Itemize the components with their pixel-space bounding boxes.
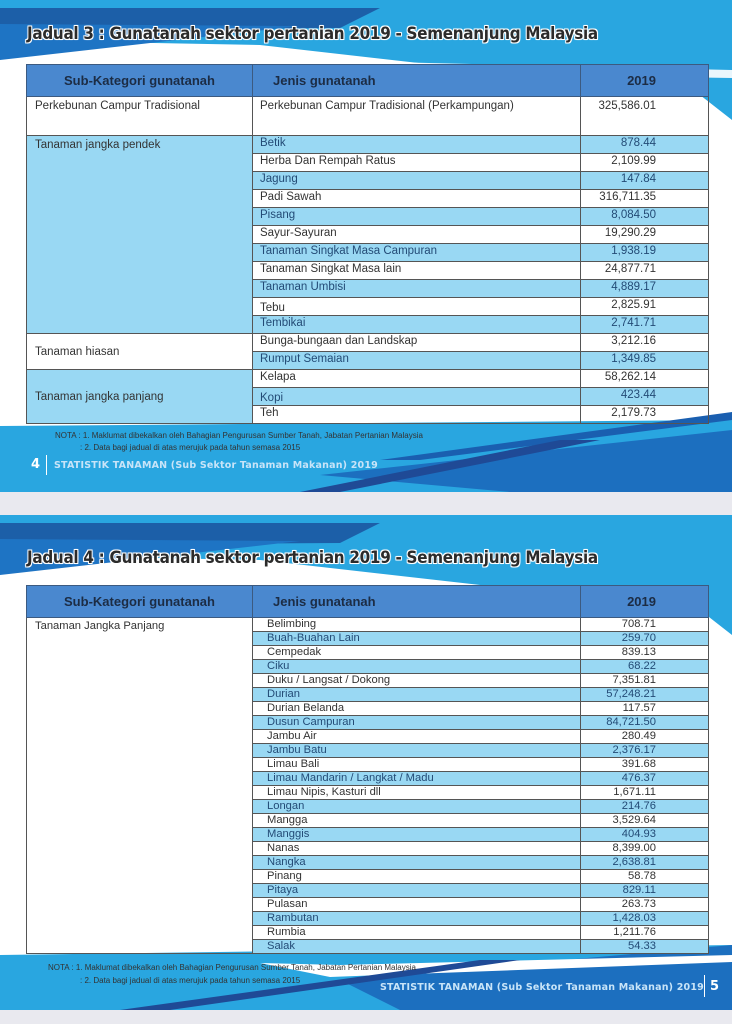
land-type-cell: Herba Dan Rempah Ratus [253,154,581,172]
header-sub-category: Sub-Kategori gunatanah [27,586,253,618]
land-type-cell: Tanaman Umbisi [253,280,581,298]
land-type-cell: Kopi [253,388,581,406]
table-header-row [27,65,709,97]
value-cell: 84,721.50 [581,716,709,730]
note-line-1: NOTA : 1. Maklumat dibekalkan oleh Bahagian Pengurusan Sumber Tanah, Jabatan Pertanian Malaysia [55,431,423,440]
land-type-cell: Bunga-bungaan dan Landskap [253,334,581,352]
page-number-separator [46,455,47,475]
page-number: 4 [31,457,41,472]
land-type-cell: Pulasan [253,898,581,912]
land-type-cell: Cempedak [253,646,581,660]
value-cell: 1,349.85 [581,352,709,370]
header-land-type: Jenis gunatanah [253,65,581,97]
land-type-cell: Jambu Air [253,730,581,744]
land-type-cell: Dusun Campuran [253,716,581,730]
value-cell: 57,248.21 [581,688,709,702]
land-type-cell: Ciku [253,660,581,674]
value-cell: 316,711.35 [581,190,709,208]
note-line-2: : 2. Data bagi jadual di atas merujuk pada tahun semasa 2015 [80,976,301,985]
page-number: 5 [710,979,720,994]
land-type-cell: Limau Mandarin / Langkat / Madu [253,772,581,786]
land-type-cell: Durian Belanda [253,702,581,716]
value-cell: 2,376.17 [581,744,709,758]
footer-title: STATISTIK TANAMAN (Sub Sektor Tanaman Makanan) 2019 [380,982,704,993]
land-type-cell: Buah-Buahan Lain [253,632,581,646]
land-type-cell: Pisang [253,208,581,226]
land-type-cell: Duku / Langsat / Dokong [253,674,581,688]
value-cell: 3,529.64 [581,814,709,828]
land-type-cell: Belimbing [253,618,581,632]
value-cell: 2,741.71 [581,316,709,334]
value-cell: 2,825.91 [581,298,709,316]
landuse-table-3 [26,64,709,424]
value-cell: 476.37 [581,772,709,786]
table-header-row [27,586,709,618]
land-type-cell: Jagung [253,172,581,190]
landuse-table-4 [26,585,709,954]
land-type-cell: Nangka [253,856,581,870]
value-cell: 878.44 [581,136,709,154]
land-type-cell: Tembikai [253,316,581,334]
value-cell: 19,290.29 [581,226,709,244]
sub-category-cell: Perkebunan Campur Tradisional [27,97,253,136]
value-cell: 54.33 [581,940,709,954]
value-cell: 1,211.76 [581,926,709,940]
value-cell: 263.73 [581,898,709,912]
value-cell: 259.70 [581,632,709,646]
value-cell: 68.22 [581,660,709,674]
land-type-cell: Salak [253,940,581,954]
table-row [27,334,709,352]
header-sub-category: Sub-Kategori gunatanah [27,65,253,97]
table-title: Jadual 4 : Gunatanah sektor pertanian 2019 - Semenanjung Malaysia [27,548,598,567]
land-type-cell: Sayur-Sayuran [253,226,581,244]
land-type-cell: Rumput Semaian [253,352,581,370]
value-cell: 7,351.81 [581,674,709,688]
land-type-cell: Mangga [253,814,581,828]
sub-category-cell: Tanaman jangka pendek [27,136,253,334]
table-title: Jadual 3 : Gunatanah sektor pertanian 2019 - Semenanjung Malaysia [27,24,598,43]
land-type-cell: Perkebunan Campur Tradisional (Perkampungan) [253,97,581,136]
land-type-cell: Longan [253,800,581,814]
value-cell: 214.76 [581,800,709,814]
land-type-cell: Limau Nipis, Kasturi dll [253,786,581,800]
table-row [27,97,709,136]
value-cell: 2,638.81 [581,856,709,870]
value-cell: 117.57 [581,702,709,716]
land-type-cell: Nanas [253,842,581,856]
land-type-cell: Betik [253,136,581,154]
note-line-2: : 2. Data bagi jadual di atas merujuk pada tahun semasa 2015 [80,443,301,452]
value-cell: 280.49 [581,730,709,744]
footer-title: STATISTIK TANAMAN (Sub Sektor Tanaman Makanan) 2019 [54,460,378,471]
value-cell: 325,586.01 [581,97,709,136]
land-type-cell: Teh [253,406,581,424]
value-cell: 58,262.14 [581,370,709,388]
land-type-cell: Tebu [253,298,581,316]
value-cell: 404.93 [581,828,709,842]
land-type-cell: Rumbia [253,926,581,940]
value-cell: 1,428.03 [581,912,709,926]
value-cell: 423.44 [581,388,709,406]
value-cell: 4,889.17 [581,280,709,298]
table-row [27,618,709,632]
sub-category-cell: Tanaman hiasan [27,334,253,370]
land-type-cell: Jambu Batu [253,744,581,758]
value-cell: 391.68 [581,758,709,772]
header-year: 2019 [581,586,709,618]
value-cell: 8,084.50 [581,208,709,226]
value-cell: 3,212.16 [581,334,709,352]
table-row [27,370,709,388]
land-type-cell: Kelapa [253,370,581,388]
value-cell: 2,179.73 [581,406,709,424]
value-cell: 1,671.11 [581,786,709,800]
header-land-type: Jenis gunatanah [253,586,581,618]
value-cell: 58.78 [581,870,709,884]
page-5 [0,515,732,1010]
land-type-cell: Tanaman Singkat Masa Campuran [253,244,581,262]
note-line-1: NOTA : 1. Maklumat dibekalkan oleh Bahagian Pengurusan Sumber Tanah, Jabatan Pertanian Malaysia [48,963,416,972]
sub-category-cell: Tanaman jangka panjang [27,370,253,424]
land-type-cell: Limau Bali [253,758,581,772]
value-cell: 1,938.19 [581,244,709,262]
value-cell: 24,877.71 [581,262,709,280]
land-type-cell: Pitaya [253,884,581,898]
land-type-cell: Pinang [253,870,581,884]
value-cell: 2,109.99 [581,154,709,172]
page-number-separator [704,975,705,997]
land-type-cell: Padi Sawah [253,190,581,208]
value-cell: 708.71 [581,618,709,632]
page-4 [0,0,732,492]
land-type-cell: Rambutan [253,912,581,926]
land-type-cell: Manggis [253,828,581,842]
land-type-cell: Tanaman Singkat Masa lain [253,262,581,280]
value-cell: 839.13 [581,646,709,660]
value-cell: 8,399.00 [581,842,709,856]
header-year: 2019 [581,65,709,97]
value-cell: 829.11 [581,884,709,898]
table-row [27,136,709,154]
value-cell: 147.84 [581,172,709,190]
land-type-cell: Durian [253,688,581,702]
sub-category-cell: Tanaman Jangka Panjang [27,618,253,954]
